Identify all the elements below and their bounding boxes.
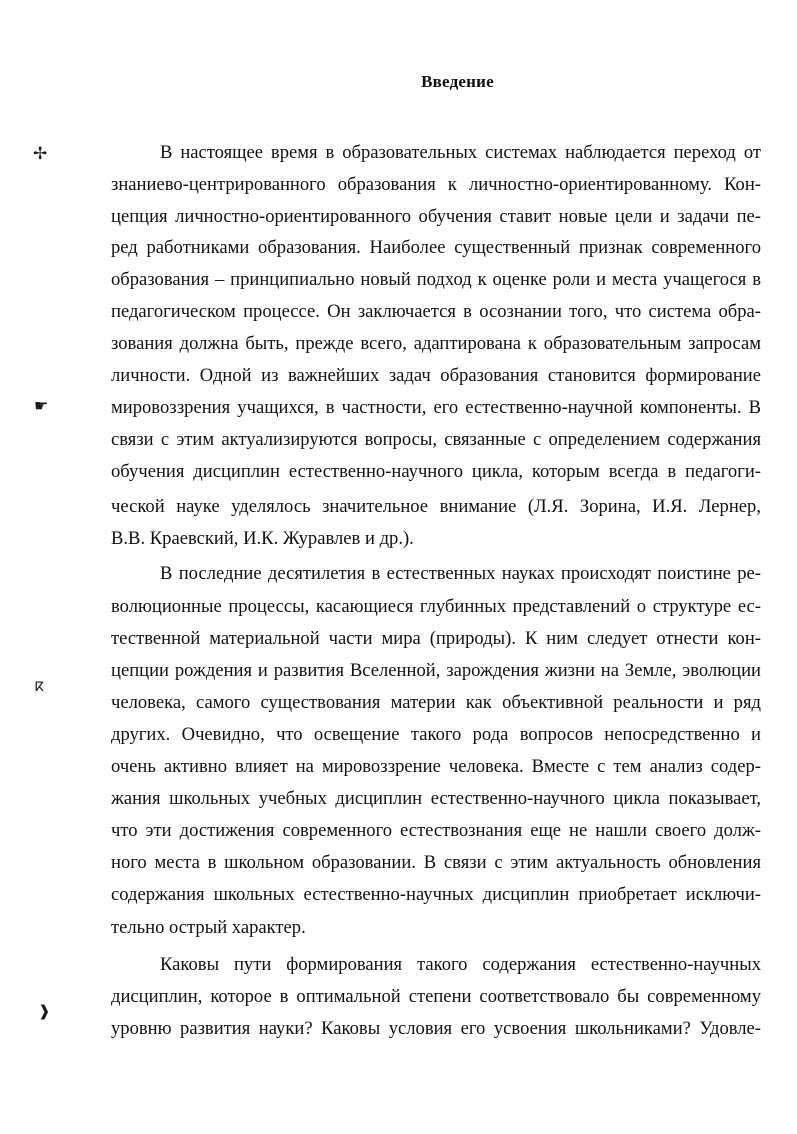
text-line: связи с этим актуализируются вопросы, связанные с определением содержания: [111, 429, 761, 450]
text-line: ред работниками образования. Наиболее существенный признак современного: [111, 237, 761, 258]
text-line: содержания школьных естественно-научных дисциплин приобретает исключи-: [111, 884, 761, 905]
text-line: мировоззрения учащихся, в частности, его естественно-научной компоненты. В: [111, 397, 761, 418]
text-line: зования должна быть, прежде всего, адаптирована к образовательным запросам: [111, 333, 761, 354]
text-line: жания школьных учебных дисциплин естественно-научного цикла показывает,: [111, 788, 761, 809]
text-line: ческой науке уделялось значительное внимание (Л.Я. Зорина, И.Я. Лернер,: [111, 496, 761, 517]
text-line: очень активно влияет на мировоззрение человека. Вместе с тем анализ содер-: [111, 756, 761, 777]
margin-scan-mark-icon: ✢: [33, 144, 48, 164]
text-line: тельно острый характер.: [111, 917, 306, 938]
text-line: дисциплин, которое в оптимальной степени соответствовало бы современному: [111, 986, 761, 1007]
margin-scan-mark-icon: ⴽ: [35, 680, 44, 695]
margin-scan-mark-icon: ☛: [34, 396, 49, 415]
text-line: волюционные процессы, касающиеся глубинных представлений о структуре ес-: [111, 596, 761, 617]
text-line: В.В. Краевский, И.К. Журавлев и др.).: [111, 528, 414, 549]
page-title-text: Введение: [421, 72, 494, 91]
text-line: других. Очевидно, что освещение такого рода вопросов непосредственно и: [111, 724, 761, 745]
text-line: что эти достижения современного естествознания еще не нашли своего долж-: [111, 820, 761, 841]
text-line: педагогическом процессе. Он заключается в осознании того, что система обра-: [111, 301, 761, 322]
text-line: цепции рождения и развития Вселенной, зарождения жизни на Земле, эволюции: [111, 660, 761, 681]
text-line: цепция личностно-ориентированного обучения ставит новые цели и задачи пе-: [111, 206, 761, 227]
text-line: тественной материальной части мира (природы). К ним следует отнести кон-: [111, 628, 761, 649]
text-line: человека, самого существования материи как объективной реальности и ряд: [111, 692, 761, 713]
text-line: личности. Одной из важнейших задач образования становится формирование: [111, 365, 761, 386]
page-title: [0, 72, 797, 92]
text-line: обучения дисциплин естественно-научного цикла, которым всегда в педагоги-: [111, 461, 761, 482]
margin-scan-mark-icon: ❱: [38, 1002, 51, 1020]
text-line: В настоящее время в образовательных системах наблюдается переход от: [160, 142, 761, 163]
text-line: знаниево-центрированного образования к личностно-ориентированному. Кон-: [111, 174, 761, 195]
text-line: уровню развития науки? Каковы условия его усвоения школьниками? Удовле-: [111, 1018, 761, 1039]
text-line: В последние десятилетия в естественных науках происходят поистине ре-: [160, 563, 761, 584]
text-line: ного места в школьном образовании. В связи с этим актуальность обновления: [111, 852, 761, 873]
text-line: Каковы пути формирования такого содержания естественно-научных: [160, 954, 761, 975]
text-line: образования – принципиально новый подход к оценке роли и места учащегося в: [111, 269, 761, 290]
